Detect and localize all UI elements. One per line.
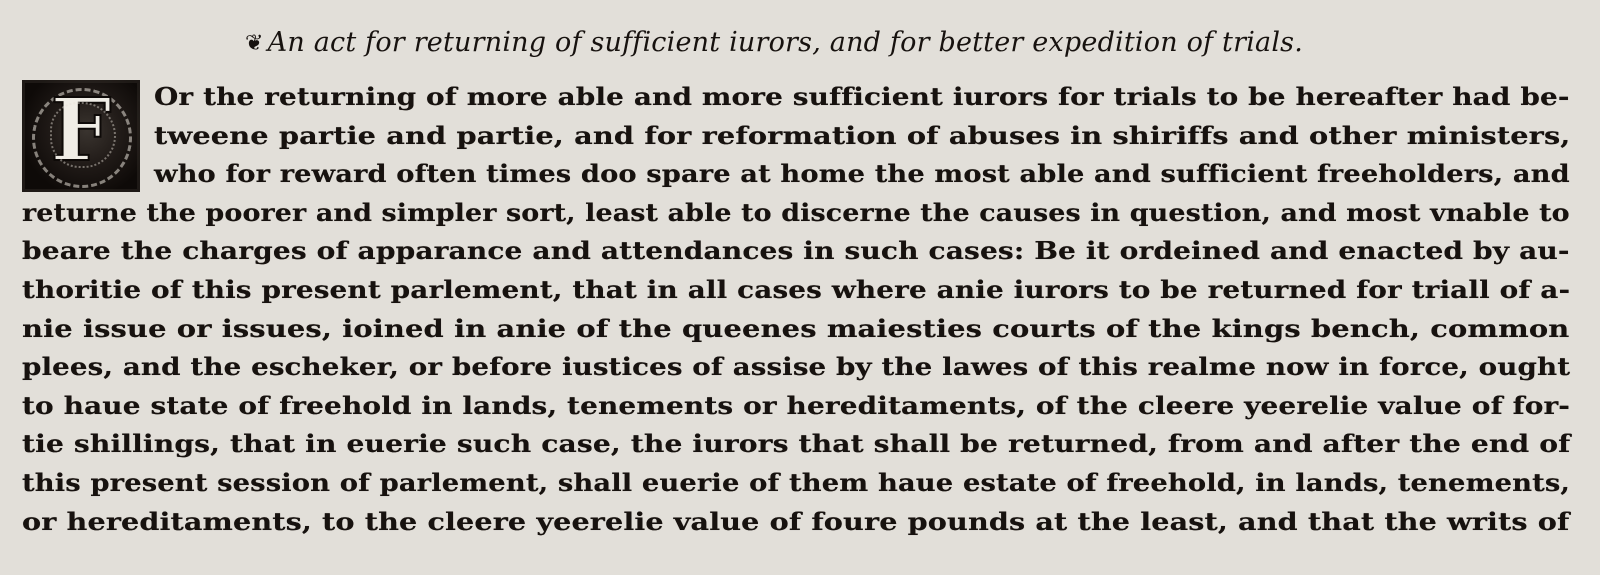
text-line-content: tweene partie and partie, and for reformation of abuses in shiriffs and other ministers, xyxy=(154,120,1571,150)
text-line xyxy=(22,194,1570,233)
act-heading xyxy=(245,26,1485,62)
text-line-content: tie shillings, that in euerie such case, the iurors that shall be returned, from and after the end of xyxy=(22,429,1571,459)
text-line xyxy=(22,348,1570,387)
text-line xyxy=(22,271,1570,310)
text-line xyxy=(22,464,1570,503)
text-line xyxy=(22,503,1570,542)
text-line-content: this present session of parlement, shall euerie of them haue estate of freehold, in lands, tenements, xyxy=(22,467,1571,497)
text-line xyxy=(22,155,1570,194)
text-line-content: beare the charges of apparance and attendances in such cases: Be it ordeined and enacted by au- xyxy=(22,236,1570,266)
text-line xyxy=(22,117,1570,156)
text-line-content: who for reward often times doo spare at home the most able and sufficient freeholders, and xyxy=(154,159,1570,189)
text-line-content: or hereditaments, to the cleere yeerelie value of foure pounds at the least, and that the writs of xyxy=(22,506,1570,536)
text-line xyxy=(22,387,1570,426)
act-title: An act for returning of sufficient iurors, and for better expedition of trials. xyxy=(267,27,1303,58)
text-line xyxy=(22,78,1570,117)
act-body-text xyxy=(22,78,1570,541)
fleuron-icon: ❦ xyxy=(245,31,264,56)
drop-cap-letter: F xyxy=(50,80,112,181)
text-line-content: returne the poorer and simpler sort, least able to discerne the causes in question, and most vnable to xyxy=(22,197,1570,227)
text-line-content: Or the returning of more able and more sufficient iurors for trials to be hereafter had be- xyxy=(154,82,1570,111)
text-line xyxy=(22,425,1570,464)
text-line-content: thoritie of this present parlement, that in all cases where anie iurors to be returned for triall of a- xyxy=(22,274,1571,304)
text-line-content: plees, and the escheker, or before iustices of assise by the lawes of this realme now in force, ought xyxy=(22,352,1571,382)
text-line xyxy=(22,310,1570,349)
text-line xyxy=(22,232,1570,271)
text-line-content: nie issue or issues, ioined in anie of the queenes maiesties courts of the kings bench, common xyxy=(22,313,1570,343)
text-line-content: to haue state of freehold in lands, tenements or hereditaments, of the cleere yeerelie value of for- xyxy=(22,390,1571,420)
